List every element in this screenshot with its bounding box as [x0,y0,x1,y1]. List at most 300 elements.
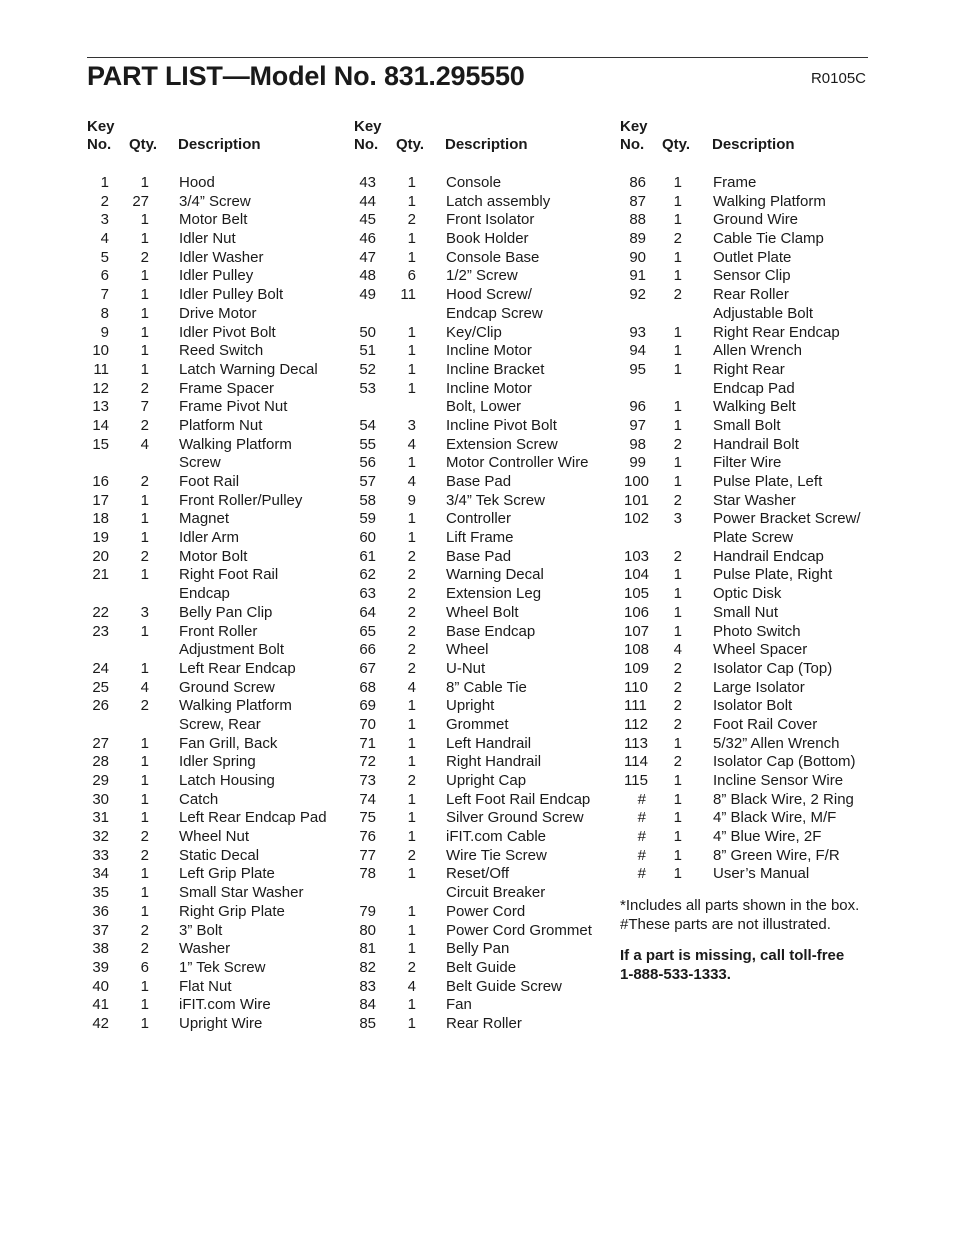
description: Filter Wire [713,454,782,472]
table-row [354,959,614,978]
qty: 2 [407,641,416,659]
description: 5/32” Allen Wrench [713,734,840,752]
table-row [354,735,614,754]
description: Isolator Bolt [713,697,793,715]
table-row [354,548,614,567]
table-row [620,772,880,791]
table-row [354,660,614,679]
table-row [87,809,347,828]
description-header: Description [445,136,528,153]
table-row [620,211,880,230]
qty: 1 [407,529,416,547]
key-no: 101 [624,491,650,509]
description: Right Rear [713,360,785,378]
description: Magnet [179,510,230,528]
key-no: 30 [92,790,109,808]
description: Walking Platform [179,697,292,715]
qty: 1 [673,360,682,378]
qty: 2 [140,473,149,490]
table-row [620,305,880,324]
qty: 1 [407,753,416,771]
description: 3/4” Tek Screw [446,491,545,509]
key-no: 80 [359,921,376,939]
description: Frame Pivot Nut [179,398,288,416]
table-row [620,454,880,473]
description: Adjustable Bolt [713,304,814,322]
table-row [354,342,614,361]
qty: 2 [673,697,682,715]
description: Idler Pulley Bolt [179,286,284,304]
description: Pulse Plate, Left [713,473,823,490]
qty: 2 [407,772,416,789]
table-row [87,342,347,361]
table-row [87,679,347,698]
table-row [620,847,880,866]
table-row [354,623,614,642]
table-row [354,585,614,604]
key-no: 15 [92,435,109,453]
description: Sensor Clip [713,267,791,285]
table-row [620,809,880,828]
qty: 1 [673,809,682,827]
description: Base Pad [446,547,512,565]
description: Rear Roller [713,286,789,304]
table-row [354,940,614,959]
qty: 27 [132,192,149,210]
key-no: 83 [359,977,376,995]
key-no: 64 [359,603,376,621]
description: Hood Screw/ [446,286,532,304]
description: Cable Tie Clamp [713,230,824,248]
key-no: 85 [359,1014,376,1032]
parts-rows [354,174,614,1034]
key-no: 19 [92,529,109,547]
key-no: 72 [359,753,376,771]
description: Idler Nut [179,230,236,248]
table-row [87,922,347,941]
description: Left Handrail [446,734,532,752]
qty-header: Qty. [396,136,425,153]
description: Rear Roller [446,1014,522,1032]
key-no: 28 [92,753,109,771]
qty: 2 [407,846,416,864]
description: Book Holder [446,230,529,248]
qty: 1 [407,996,416,1014]
qty: 1 [673,622,682,640]
description: Adjustment Bolt [179,641,285,659]
key-no: 1 [100,174,109,191]
description: Ground Screw [179,678,275,696]
key-no: 99 [629,454,646,472]
qty: 2 [140,828,149,846]
table-row [354,641,614,660]
table-row [354,193,614,212]
key-no: 16 [92,473,109,490]
description: Isolator Cap (Top) [713,659,833,677]
qty: 1 [140,1014,149,1032]
key-no: 56 [359,454,376,472]
description: iFIT.com Cable [446,828,547,846]
qty: 1 [407,828,416,846]
key-no: 47 [359,248,376,266]
qty: 1 [407,697,416,715]
table-row [87,361,347,380]
key-no: 115 [624,772,648,789]
table-row [87,865,347,884]
key-no: 41 [92,996,109,1014]
table-row [87,305,347,324]
table-row [620,249,880,268]
key-no: # [637,828,646,846]
key-no: 48 [359,267,376,285]
qty: 2 [407,659,416,677]
key-no: 92 [629,286,646,304]
key-no: 50 [359,323,376,341]
parts-rows [87,174,347,1034]
description: Console [446,174,502,191]
table-row [87,529,347,548]
table-row [87,978,347,997]
qty: 1 [673,192,682,210]
table-row [87,753,347,772]
table-row [620,324,880,343]
table-row [354,753,614,772]
description: Small Nut [713,603,779,621]
key-no: 45 [359,211,376,229]
table-row [354,211,614,230]
table-row [620,641,880,660]
description: U-Nut [446,659,486,677]
table-row [620,791,880,810]
key-no: 25 [92,678,109,696]
description: Endcap Pad [713,379,795,397]
key-no: 84 [359,996,376,1014]
qty: 4 [140,435,149,453]
table-row [87,940,347,959]
table-row [87,417,347,436]
qty: 1 [407,940,416,958]
qty: 1 [673,174,682,191]
key-header: Key No. [620,118,648,153]
table-row [354,679,614,698]
description-header: Description [712,136,795,153]
table-row [87,211,347,230]
column-header [620,118,880,154]
qty: 1 [140,286,149,304]
table-row [354,809,614,828]
description: Front Isolator [446,211,535,229]
key-no: 58 [359,491,376,509]
qty: 1 [673,734,682,752]
key-no: 3 [100,211,109,229]
qty: 1 [673,398,682,416]
table-row [87,324,347,343]
key-no: 37 [92,921,109,939]
key-no: 81 [359,940,376,958]
table-row [87,585,347,604]
description: 3/4” Screw [179,192,251,210]
description: Incline Sensor Wire [713,772,844,789]
key-no: 79 [359,902,376,920]
qty: 1 [673,248,682,266]
description: Wheel [446,641,489,659]
key-no: 88 [629,211,646,229]
parts-column-3 [620,118,880,984]
missing-part-callout [620,946,880,984]
table-row [354,847,614,866]
key-no: 106 [624,603,650,621]
qty: 1 [140,529,149,547]
key-no: 89 [629,230,646,248]
qty: 2 [673,678,682,696]
key-no: 100 [624,473,650,490]
parts-column-1 [87,118,347,1034]
qty: 6 [407,267,416,285]
description: Endcap Screw [446,304,543,322]
table-row [620,548,880,567]
qty: 1 [407,192,416,210]
qty: 1 [407,230,416,248]
description: Platform Nut [179,416,263,434]
qty: 1 [407,342,416,360]
qty: 1 [407,809,416,827]
key-no: 29 [92,772,109,789]
qty: 3 [407,416,416,434]
qty: 2 [407,958,416,976]
qty: 1 [407,1014,416,1032]
description: Reset/Off [446,865,510,883]
description: Screw [179,454,221,472]
description: Flat Nut [179,977,232,995]
qty: 1 [140,977,149,995]
key-no: 31 [92,809,109,827]
table-row [620,436,880,455]
description: Incline Motor [446,342,532,360]
description: Idler Washer [179,248,264,266]
parts-rows [620,174,880,884]
qty: 1 [407,790,416,808]
table-row [87,791,347,810]
table-row [87,903,347,922]
description: Belt Guide Screw [446,977,562,995]
qty: 1 [407,323,416,341]
qty: 2 [673,230,682,248]
qty: 4 [407,473,416,490]
qty: 1 [140,211,149,229]
table-row [620,697,880,716]
qty: 2 [407,622,416,640]
table-row [87,996,347,1015]
table-row [620,380,880,399]
key-no: 34 [92,865,109,883]
table-row [354,286,614,305]
key-no: 22 [92,603,109,621]
qty: 2 [140,379,149,397]
table-row [354,249,614,268]
callout-text: If a part is missing, call toll-free [620,947,845,965]
table-row [354,604,614,623]
description: Foot Rail [179,473,240,490]
description: Extension Leg [446,585,542,603]
key-no: 90 [629,248,646,266]
qty: 2 [140,248,149,266]
description: Hood [179,174,215,191]
key-no: 61 [359,547,376,565]
key-header: Key No. [354,118,382,153]
key-no: 114 [624,753,648,771]
description: Incline Pivot Bolt [446,416,557,434]
table-row [620,398,880,417]
table-row [354,697,614,716]
key-no: 36 [92,902,109,920]
table-row [354,884,614,903]
description: Incline Bracket [446,360,545,378]
table-row [354,454,614,473]
table-row [620,623,880,642]
table-row [354,828,614,847]
table-row [354,791,614,810]
table-row [620,828,880,847]
table-row [620,753,880,772]
description: Endcap [179,585,230,603]
table-row [87,492,347,511]
description: Upright Cap [446,772,527,789]
qty: 1 [140,510,149,528]
description: Silver Ground Screw [446,809,584,827]
key-no: 23 [92,622,109,640]
table-row [87,193,347,212]
key-no: 10 [92,342,109,360]
key-no: # [637,790,646,808]
key-no: 94 [629,342,646,360]
qty: 1 [673,342,682,360]
description: Upright [446,697,495,715]
qty: 1 [140,865,149,883]
description: Walking Platform [713,192,826,210]
table-row [354,324,614,343]
key-no: 13 [92,398,109,416]
table-row [354,492,614,511]
qty: 2 [407,603,416,621]
qty: 2 [673,659,682,677]
key-no: 98 [629,435,646,453]
table-row [620,286,880,305]
qty: 1 [140,809,149,827]
qty: 2 [140,547,149,565]
key-no: 63 [359,585,376,603]
qty: 3 [140,603,149,621]
table-row [620,193,880,212]
key-no: 75 [359,809,376,827]
table-row [354,566,614,585]
table-row [354,417,614,436]
key-no: 43 [359,174,376,191]
qty: 1 [140,342,149,360]
description: 4” Blue Wire, 2F [713,828,822,846]
table-row [87,380,347,399]
key-no: 97 [629,416,646,434]
description: Lift Frame [446,529,514,547]
key-no: 78 [359,865,376,883]
table-row [354,174,614,193]
key-no: 108 [624,641,650,659]
key-no: 40 [92,977,109,995]
description: Latch Housing [179,772,275,789]
description: User’s Manual [713,865,810,883]
table-row [620,865,880,884]
key-no: # [637,865,646,883]
key-no: 51 [359,342,376,360]
qty: 11 [400,286,416,304]
table-row [620,230,880,249]
table-row [354,267,614,286]
table-row [87,174,347,193]
qty: 1 [673,846,682,864]
description: Belly Pan Clip [179,603,273,621]
description: Power Bracket Screw/ [713,510,861,528]
description: Washer [179,940,231,958]
key-no: 5 [100,248,109,266]
table-row [354,230,614,249]
qty: 1 [673,323,682,341]
qty-header: Qty. [662,136,691,153]
description: Fan [446,996,472,1014]
table-row [87,230,347,249]
key-no: 6 [100,267,109,285]
table-row [87,959,347,978]
key-no: 109 [624,659,650,677]
description: Front Roller/Pulley [179,491,303,509]
qty: 1 [140,659,149,677]
description: Wheel Bolt [446,603,519,621]
key-no: 49 [359,286,376,304]
table-row [87,454,347,473]
qty: 1 [673,828,682,846]
key-no: 93 [629,323,646,341]
note-not-illustrated: #These parts are not illustrated. [620,916,831,934]
description: Motor Belt [179,211,248,229]
description: Front Roller [179,622,258,640]
key-no: 33 [92,846,109,864]
qty: 1 [407,360,416,378]
qty: 1 [140,491,149,509]
table-row [620,492,880,511]
qty: 1 [140,566,149,584]
description: Idler Spring [179,753,256,771]
qty: 2 [140,697,149,715]
table-row [354,903,614,922]
description: Idler Pivot Bolt [179,323,276,341]
description: Ground Wire [713,211,799,229]
key-no: 70 [359,715,376,733]
qty: 2 [673,753,682,771]
qty: 2 [673,491,682,509]
description: Small Star Washer [179,884,304,902]
table-row [87,641,347,660]
description: Controller [446,510,512,528]
description: Latch assembly [446,192,551,210]
table-row [620,660,880,679]
key-no: 60 [359,529,376,547]
description: Grommet [446,715,509,733]
description: 1/2” Screw [446,267,518,285]
table-row [620,604,880,623]
table-row [620,417,880,436]
qty: 1 [407,902,416,920]
qty: 1 [140,622,149,640]
table-row [620,267,880,286]
key-no: 12 [92,379,109,397]
